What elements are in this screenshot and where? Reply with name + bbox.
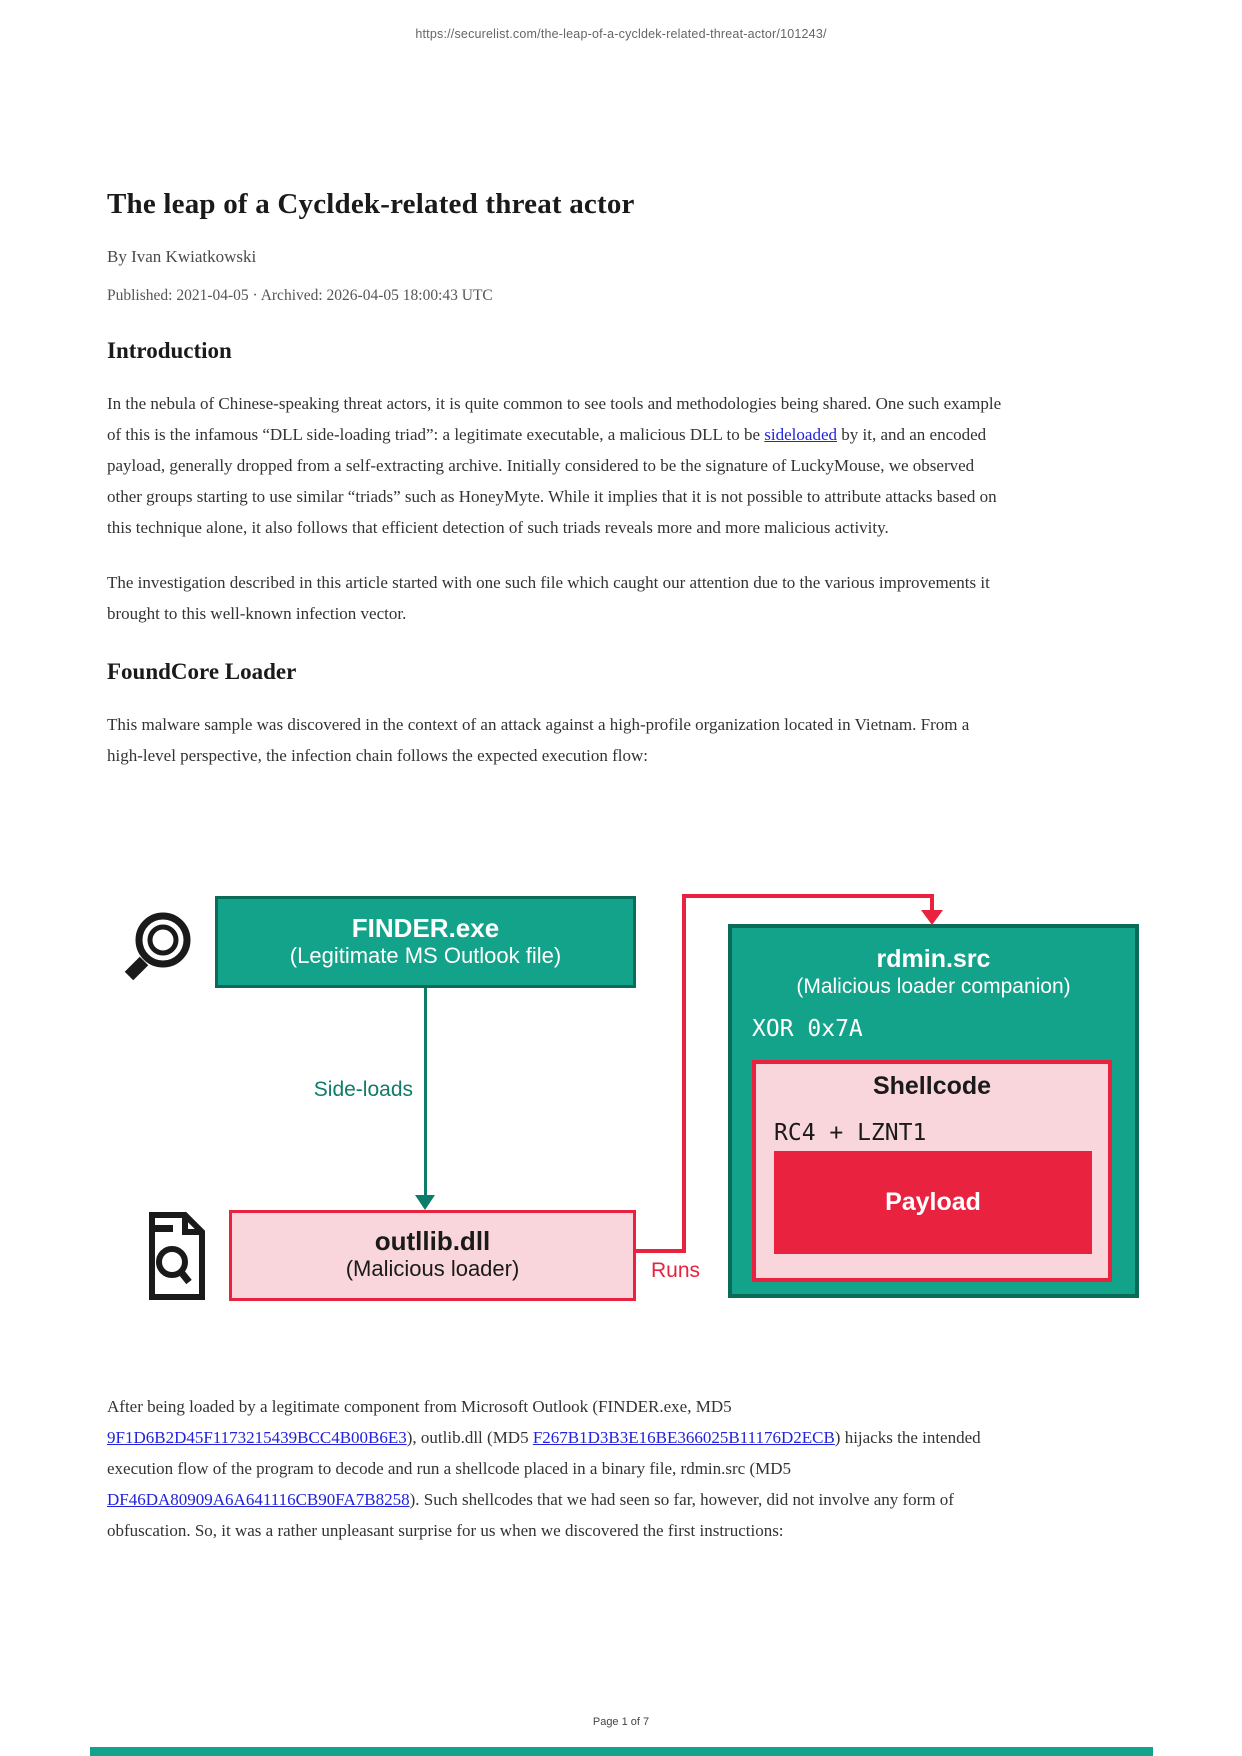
finder-title: FINDER.exe xyxy=(351,913,500,943)
sideloads-label: Side-loads xyxy=(313,1078,413,1101)
print-header-url: https://securelist.com/the-leap-of-a-cycldek-related-threat-actor/101243/ xyxy=(415,27,827,41)
runs-connector-segment-vertical xyxy=(682,894,686,1253)
paragraph-text: After being loaded by a legitimate component from Microsoft Outlook (FINDER.exe, MD5 xyxy=(107,1397,732,1416)
author-byline: By Ivan Kwiatkowski xyxy=(107,247,257,266)
paragraph-text: ), outlib.dll (MD5 xyxy=(406,1428,533,1447)
xor-label: XOR 0x7A xyxy=(752,1016,863,1042)
runs-label: Runs xyxy=(651,1259,701,1282)
rdmin-title: rdmin.src xyxy=(876,945,991,973)
sideloads-arrowhead-icon xyxy=(415,1195,435,1210)
outllib-title: outllib.dll xyxy=(374,1226,491,1256)
runs-connector-segment-drop xyxy=(930,894,934,911)
rdmin-subtitle: (Malicious loader companion) xyxy=(796,975,1071,998)
section-heading-foundcore: FoundCore Loader xyxy=(107,659,297,684)
finder-subtitle: (Legitimate MS Outlook file) xyxy=(289,943,562,968)
page-number-footer: Page 1 of 7 xyxy=(592,1716,650,1728)
diagram-node-outllib-dll xyxy=(229,1210,636,1301)
section-heading-introduction: Introduction xyxy=(107,338,232,363)
md5-link-rdmin[interactable]: DF46DA80909A6A641116CB90FA7B8258 xyxy=(107,1490,410,1509)
runs-arrowhead-icon xyxy=(921,910,943,925)
paragraph-intro-2: The investigation described in this article started with one such file which caught our attention due to the various improvements it brought to this well-known infection vector. xyxy=(107,573,990,623)
magnifier-icon xyxy=(117,908,197,990)
diagram-node-finder-exe xyxy=(215,896,636,988)
runs-connector-segment-out xyxy=(636,1249,686,1253)
page-title: The leap of a Cycldek-related threat actor xyxy=(107,188,635,220)
md5-link-outlib[interactable]: F267B1D3B3E16BE366025B11176D2ECB xyxy=(532,1428,835,1447)
published-date-line: Published: 2021-04-05 · Archived: 2026-04-05 18:00:43 UTC xyxy=(107,287,493,304)
diagram-node-payload: Payload xyxy=(774,1151,1092,1254)
md5-link-finder[interactable]: 9F1D6B2D45F1173215439BCC4B00B6E3 xyxy=(107,1428,407,1447)
paragraph-intro-1 xyxy=(107,388,1007,543)
rc4-lznt1-label: RC4 + LZNT1 xyxy=(774,1120,927,1146)
paragraph-text: by it, and an encoded payload, generally dropped from a self-extracting archive. Initially considered to be the signature of LuckyMouse, we observed other groups starting to use similar “triads” such as HoneyMyte. While it implies that it is not possible to attribute attacks based on this technique alone, it also follows that efficient detection of such triads reveals more and more malicious activity. xyxy=(107,425,997,537)
paragraph-after-diagram xyxy=(107,1391,1007,1546)
paragraph-text: ). Such shellcodes that we had seen so far, however, did not involve any form of obfuscation. So, it was a rather unpleasant surprise for us when we discovered the first instructions: xyxy=(107,1490,954,1540)
next-page-preview-bar xyxy=(90,1747,1153,1756)
document-search-icon xyxy=(139,1210,213,1302)
paragraph-text: ) hijacks the intended execution flow of the program to decode and run a shellcode placed in a binary file, rdmin.src (MD5 xyxy=(107,1428,981,1478)
article-body xyxy=(107,0,1071,1546)
infection-chain-diagram xyxy=(113,888,1148,1303)
sideloads-arrow-line xyxy=(424,988,427,1198)
paragraph-text: In the nebula of Chinese-speaking threat actors, it is quite common to see tools and methodologies being shared. One such example of this is the infamous “DLL side-loading triad”: a legitimate executable, a malicious DLL to be xyxy=(107,394,1002,444)
outllib-subtitle: (Malicious loader) xyxy=(345,1256,520,1281)
shellcode-title: Shellcode xyxy=(872,1072,992,1100)
runs-connector-segment-top xyxy=(682,894,934,898)
paragraph-foundcore-1: This malware sample was discovered in the context of an attack against a high-profile organization located in Vietnam. From a high-level perspective, the infection chain follows the expected execution flow: xyxy=(107,715,970,765)
sideloaded-link[interactable]: sideloaded xyxy=(764,425,837,444)
